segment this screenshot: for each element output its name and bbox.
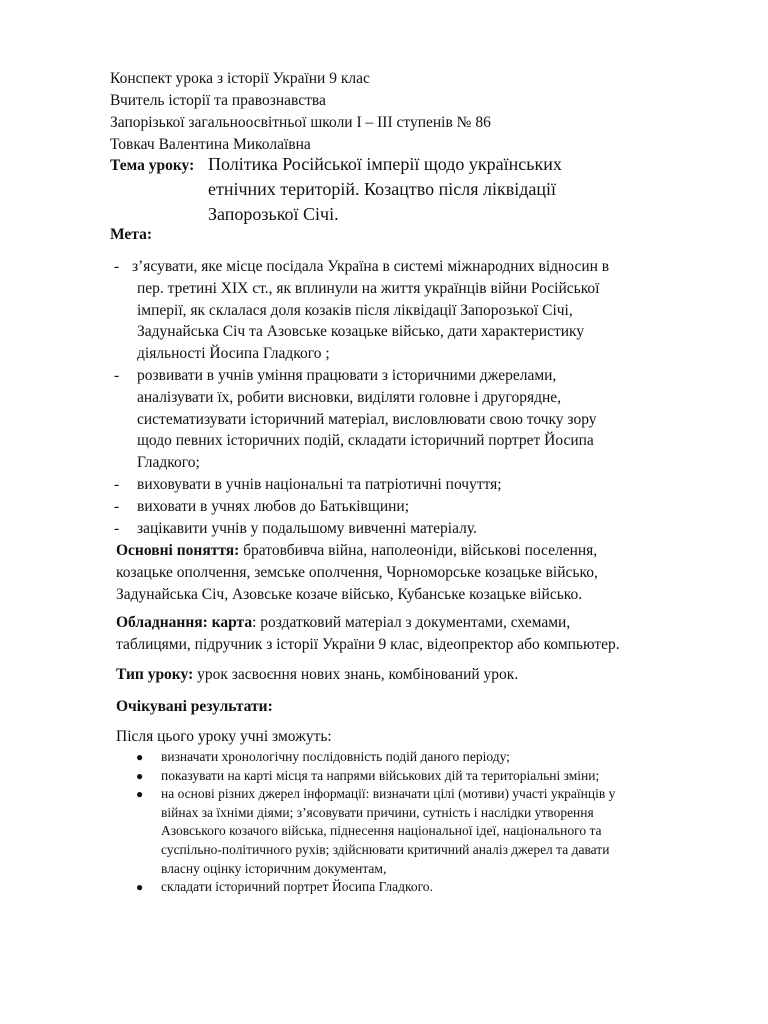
goal-line: імперії, як склалася доля козаків після ліквідації Запорозької Січі, bbox=[137, 301, 573, 319]
header-line-2: Вчитель історії та правознавства bbox=[110, 92, 326, 109]
goal-list bbox=[110, 256, 710, 539]
goal-item bbox=[110, 365, 710, 474]
bullet-item bbox=[128, 878, 688, 897]
bullet-line: суспільно-політичного рухів; здійснювати критичний аналіз джерел та давати bbox=[161, 841, 610, 857]
concepts-text: братовбивча війна, наполеоніди, військові поселення, bbox=[239, 542, 598, 559]
bullet-line: Азовського козачого війська, піднесення національної ідеї, національного та bbox=[161, 823, 602, 839]
goal-line: діяльності Йосипа Гладкого ; bbox=[137, 345, 330, 363]
goal-line: виховувати в учнів національні та патріотичні почуття; bbox=[137, 475, 502, 493]
equipment-line bbox=[116, 612, 716, 634]
concepts-label: Основні поняття: bbox=[116, 542, 240, 559]
goal-line: аналізувати їх, робити висновки, виділяти головне і другорядне, bbox=[137, 388, 562, 406]
dash-marker: - bbox=[114, 366, 120, 384]
bullet-line: складати історичний портрет Йосипа Гладкого. bbox=[161, 879, 433, 895]
header-line-1: Конспект урока з історії України 9 клас bbox=[110, 70, 370, 87]
goal-line: розвивати в учнів уміння працювати з історичними джерелами, bbox=[137, 366, 557, 384]
bullet-dot-icon: ● bbox=[136, 750, 144, 764]
expected-bullet-list bbox=[128, 748, 688, 897]
equipment-label: Обладнання: карта bbox=[116, 614, 253, 631]
goal-line: з’ясувати, яке місце посідала Україна в системі міжнародних відносин в bbox=[132, 258, 610, 275]
goal-line: систематизувати історичний матеріал, висловлювати свою точку зору bbox=[137, 410, 597, 428]
goal-item bbox=[110, 256, 710, 365]
bullet-line: війнах за їхніми діями; з’ясовувати причини, сутність і наслідки утворення bbox=[161, 804, 594, 820]
topic-line: етнічних територій. Козацтво після ліквідації bbox=[208, 179, 557, 199]
bullet-line: власну оцінку історичним документам, bbox=[161, 860, 387, 876]
topic-text bbox=[208, 152, 562, 227]
goal-line: виховати в учнях любов до Батьківщини; bbox=[137, 497, 410, 515]
bullet-dot-icon: ● bbox=[136, 880, 144, 895]
goal-line: Гладкого; bbox=[137, 454, 200, 472]
equipment-text: : роздатковий матеріал з документами, схемами, bbox=[252, 614, 571, 631]
goal-line: пер. третині ХІХ ст., як вплинули на життя українців війни Російської bbox=[137, 279, 600, 297]
expected-results-label: Очікувані результати: bbox=[116, 698, 273, 715]
dash-marker: - bbox=[114, 519, 120, 537]
goal-line: щодо певних історичних подій, складати історичний портрет Йосипа bbox=[137, 432, 594, 450]
goal-label: Мета: bbox=[110, 226, 153, 243]
concepts-paragraph bbox=[116, 540, 716, 606]
bullet-dot-icon: ● bbox=[136, 787, 144, 802]
goal-item bbox=[110, 496, 710, 518]
concepts-line: козацьке ополчення, земське ополчення, Чорноморське козацьке військо, bbox=[116, 564, 598, 581]
equipment-line: таблицями, підручник з історії України 9 клас, відеопректор або компьютер. bbox=[116, 636, 620, 653]
concepts-line: Задунайська Січ, Азовське козаче військо, Кубанське козацьке військо. bbox=[116, 586, 583, 603]
topic-line: Політика Російської імперії щодо українських bbox=[208, 154, 562, 174]
header-line-3: Запорізької загальноосвітньої школи І – ІІІ ступенів № 86 bbox=[110, 114, 491, 131]
expected-intro: Після цього уроку учні зможуть: bbox=[116, 728, 332, 745]
bullet-dot-icon: ● bbox=[136, 768, 144, 783]
dash-marker: - bbox=[114, 258, 120, 275]
header-line-4: Товкач Валентина Миколаївна bbox=[110, 136, 311, 153]
bullet-item bbox=[128, 748, 688, 767]
concepts-line bbox=[116, 540, 716, 562]
bullet-line: визначати хронологічну послідовність подій даного періоду; bbox=[161, 749, 510, 764]
goal-line: Задунайська Січ та Азовське козацьке військо, дати характеристику bbox=[137, 323, 585, 341]
lesson-type-label: Тип уроку: bbox=[116, 666, 194, 683]
bullet-line: на основі різних джерел інформації: визначати цілі (мотиви) участі українців у bbox=[161, 786, 616, 802]
goal-line: зацікавити учнів у подальшому вивченні матеріалу. bbox=[137, 519, 477, 537]
goal-item bbox=[110, 518, 710, 540]
goal-item bbox=[110, 474, 710, 496]
expected-results-heading bbox=[116, 696, 716, 718]
topic-label: Тема уроку: bbox=[110, 157, 195, 174]
bullet-line: показувати на карті місця та напрями військових дій та територіальні зміни; bbox=[161, 767, 600, 783]
dash-marker: - bbox=[114, 497, 120, 515]
bullet-item bbox=[128, 785, 688, 878]
dash-marker: - bbox=[114, 475, 120, 493]
lesson-type-paragraph bbox=[116, 664, 716, 686]
lesson-type-text: урок засвоєння нових знань, комбінований урок. bbox=[193, 666, 519, 683]
bullet-item bbox=[128, 767, 688, 786]
topic-line: Запорозької Січі. bbox=[208, 204, 339, 224]
equipment-paragraph bbox=[116, 612, 716, 656]
topic-heading bbox=[110, 154, 194, 178]
